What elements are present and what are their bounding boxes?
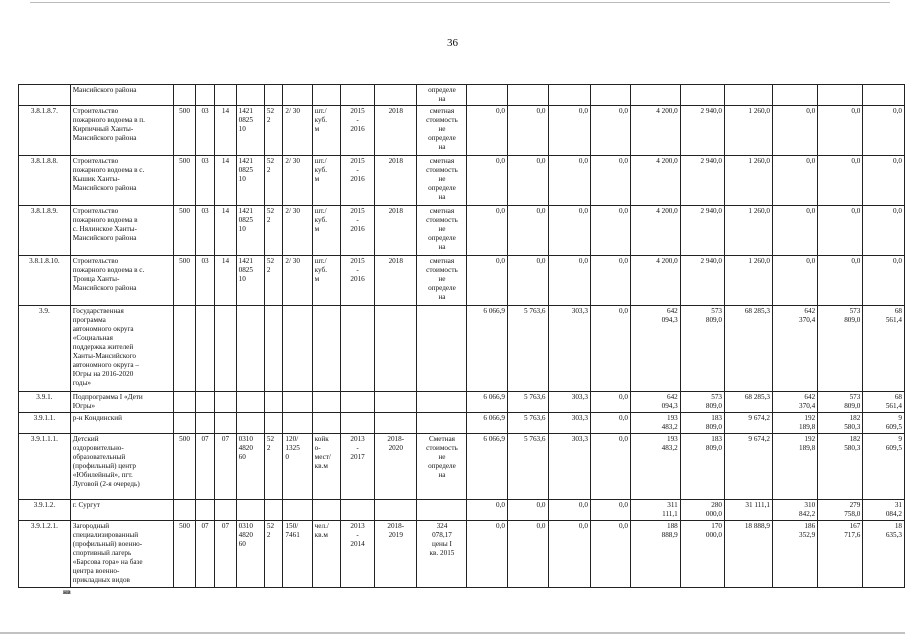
table-cell (195, 306, 214, 392)
table-cell: 2018- 2019 (375, 521, 417, 588)
table-cell (283, 392, 312, 413)
table-cell: 0,0 (548, 500, 590, 521)
table-cell: 9 609,5 (863, 413, 905, 434)
table-cell (417, 413, 467, 434)
table-cell: чел./ кв.м (312, 521, 340, 588)
table-cell: 07 (195, 434, 214, 500)
table-cell: 6 066,9 (467, 392, 508, 413)
table-cell: определе на (417, 85, 467, 106)
table-cell: 0,0 (548, 206, 590, 256)
table-cell (174, 85, 196, 106)
table-cell: 5 763,6 (507, 434, 548, 500)
table-cell: 0,0 (507, 106, 548, 156)
table-cell: 14 (215, 206, 236, 256)
table-cell: 3.8.1.8.8. (19, 156, 71, 206)
table-cell: 2015 - 2016 (341, 206, 375, 256)
table-cell: сметная стоимость не определе на (417, 206, 467, 256)
table-cell: 0,0 (467, 156, 508, 206)
table-cell: 0,0 (772, 156, 817, 206)
table-cell (417, 392, 467, 413)
table-cell (312, 413, 340, 434)
table-cell (507, 85, 548, 106)
table-cell (236, 500, 264, 521)
table-cell: 2013 - 2017 (341, 434, 375, 500)
table-cell: 1 260,0 (725, 256, 773, 306)
table-cell: 0310 4820 60 (236, 434, 264, 500)
table-cell: 0,0 (590, 306, 630, 392)
table-cell: 188 888,9 (630, 521, 680, 588)
table-cell: 0,0 (590, 392, 630, 413)
table-cell (174, 306, 196, 392)
table-cell: 9 609,5 (863, 434, 905, 500)
table-cell: 2/ 30 (283, 206, 312, 256)
table-cell: 0,0 (590, 156, 630, 206)
table-cell: 4 200,0 (630, 256, 680, 306)
table-cell (312, 392, 340, 413)
table-cell: 52 2 (264, 106, 283, 156)
table-cell: 0,0 (467, 521, 508, 588)
table-cell (236, 413, 264, 434)
table-cell: 4 200,0 (630, 156, 680, 206)
table-cell (264, 392, 283, 413)
table-cell: 9 674,2 (725, 413, 773, 434)
table-cell: 2015 - 2016 (341, 106, 375, 156)
table-cell (772, 85, 817, 106)
table-cell (174, 413, 196, 434)
table-cell: 0,0 (590, 206, 630, 256)
table-cell: 0,0 (467, 106, 508, 156)
table-cell (312, 306, 340, 392)
table-cell (417, 500, 467, 521)
table-cell (195, 500, 214, 521)
table-cell: 68 285,3 (725, 392, 773, 413)
table-cell: 4 200,0 (630, 206, 680, 256)
table-cell (375, 500, 417, 521)
table-cell (467, 85, 508, 106)
table-cell (375, 306, 417, 392)
table-cell: сметная стоимость не определе на (417, 156, 467, 206)
table-cell: 18 635,3 (863, 521, 905, 588)
table-cell: 193 483,2 (630, 434, 680, 500)
table-cell: Загородный специализированный (профильный) военно- спортивный лагерь «Барсова гора» на базе центра военно- прикладных видов (70, 521, 174, 588)
table-cell: 120/ 1325 0 (283, 434, 312, 500)
table-cell: 18 888,9 (725, 521, 773, 588)
table-cell: 183 809,0 (680, 434, 724, 500)
table-cell: 0,0 (818, 256, 863, 306)
table-cell: 0,0 (590, 434, 630, 500)
table-cell: 52 2 (264, 256, 283, 306)
table-cell: 1 260,0 (725, 106, 773, 156)
table-cell: 2018- 2020 (375, 434, 417, 500)
table-cell: Мансийского района (70, 85, 174, 106)
table-cell (863, 85, 905, 106)
table-cell: 3.9.1. (19, 392, 71, 413)
table-cell: 2013 - 2014 (341, 521, 375, 588)
table-cell: 2 940,0 (680, 206, 724, 256)
table-cell (264, 500, 283, 521)
table-cell: 31 111,1 (725, 500, 773, 521)
table-cell (215, 392, 236, 413)
table-cell: р-н Кондинский (70, 413, 174, 434)
table-cell: 4 200,0 (630, 106, 680, 156)
table-cell: 68 561,4 (863, 392, 905, 413)
table-cell: 279 758,0 (818, 500, 863, 521)
table-cell: 31 084,2 (863, 500, 905, 521)
table-cell: Строительство пожарного водоема в с. Кышик Ханты- Мансийского района (70, 156, 174, 206)
table-cell (312, 85, 340, 106)
table-cell: Детский оздоровительно- образовательный (профильный) центр «Юбилейный», пгт. Луговой (2-я очередь) (70, 434, 174, 500)
table-cell (19, 85, 71, 106)
table-row (19, 434, 905, 500)
table-cell (215, 85, 236, 106)
table-cell: 2015 - 2016 (341, 256, 375, 306)
table-cell (417, 306, 467, 392)
table-cell: 500 (174, 206, 196, 256)
table-cell: 573 809,0 (818, 306, 863, 392)
table-cell: 2/ 30 (283, 106, 312, 156)
table-cell (236, 392, 264, 413)
table-cell: 150/ 7461 (283, 521, 312, 588)
table-cell: 07 (215, 434, 236, 500)
table-cell: 0,0 (772, 106, 817, 156)
table-cell: 642 094,3 (630, 306, 680, 392)
table-cell: 500 (174, 156, 196, 206)
table-cell: Государственная программа автономного округа «Социальная поддержка жителей Ханты-Мансийского автономного округа – Югры на 2016-2020 годы» (70, 306, 174, 392)
table-cell (195, 85, 214, 106)
table-cell: 303,3 (548, 306, 590, 392)
table-cell: 2018 (375, 256, 417, 306)
table-cell: 14 (215, 106, 236, 156)
table-cell: 0,0 (548, 256, 590, 306)
table-cell: 14 (215, 156, 236, 206)
table-row (19, 413, 905, 434)
table-cell: шт./ куб. м (312, 156, 340, 206)
table-cell: 1421 0825 10 (236, 156, 264, 206)
table-cell: 186 352,9 (772, 521, 817, 588)
table-cell: 5 763,6 (507, 306, 548, 392)
table-cell: 0,0 (548, 106, 590, 156)
table-cell (341, 413, 375, 434)
table-cell: 3.9.1.2. (19, 500, 71, 521)
table-cell (264, 85, 283, 106)
table-cell (283, 306, 312, 392)
table-cell: 324 078,17 цены I кв. 2015 (417, 521, 467, 588)
table-cell: 1421 0825 10 (236, 256, 264, 306)
table-cell: шт./ куб. м (312, 106, 340, 156)
table-cell: 303,3 (548, 392, 590, 413)
footer-mark: нв (63, 588, 71, 596)
table-cell (818, 85, 863, 106)
table-cell (548, 85, 590, 106)
table-cell: 0,0 (590, 500, 630, 521)
table-cell: 2018 (375, 206, 417, 256)
table-cell: 52 2 (264, 156, 283, 206)
table-cell: 642 370,4 (772, 392, 817, 413)
table-cell: 573 809,0 (818, 392, 863, 413)
table-cell: 6 066,9 (467, 434, 508, 500)
table-row (19, 256, 905, 306)
table-cell: Строительство пожарного водоема в п. Кирпичный Ханты- Мансийского района (70, 106, 174, 156)
table-cell: 192 189,8 (772, 434, 817, 500)
table-cell: 167 717,6 (818, 521, 863, 588)
table-cell: 0,0 (863, 256, 905, 306)
table-cell: 03 (195, 206, 214, 256)
table-cell: 280 000,0 (680, 500, 724, 521)
table-cell: 2018 (375, 106, 417, 156)
table-cell (630, 85, 680, 106)
scan-top-edge (30, 2, 890, 3)
table-cell: 0,0 (548, 156, 590, 206)
table-cell: 1421 0825 10 (236, 206, 264, 256)
table-cell: 193 483,2 (630, 413, 680, 434)
scan-bottom-edge (0, 632, 905, 634)
table-cell: 573 809,0 (680, 306, 724, 392)
table-cell: 5 763,6 (507, 392, 548, 413)
table-cell: 0,0 (507, 156, 548, 206)
table-cell: 68 561,4 (863, 306, 905, 392)
table-cell: 0,0 (818, 206, 863, 256)
table-cell: 6 066,9 (467, 413, 508, 434)
table-cell: 183 809,0 (680, 413, 724, 434)
table-cell (375, 85, 417, 106)
table-cell: койк о- мест/ кв.м (312, 434, 340, 500)
table-cell: 2 940,0 (680, 156, 724, 206)
table-cell: Подпрограмма I «Дети Югры» (70, 392, 174, 413)
table-cell: 3.8.1.8.7. (19, 106, 71, 156)
table-cell: 2/ 30 (283, 256, 312, 306)
table-cell: 68 285,3 (725, 306, 773, 392)
table-cell: 0310 4820 60 (236, 521, 264, 588)
table-cell (195, 413, 214, 434)
table-cell: 2 940,0 (680, 256, 724, 306)
table-cell (215, 500, 236, 521)
table-cell: шт./ куб. м (312, 206, 340, 256)
table-cell: сметная стоимость не определе на (417, 256, 467, 306)
table-cell: 03 (195, 256, 214, 306)
table-cell: 500 (174, 434, 196, 500)
table-cell: 03 (195, 106, 214, 156)
table-cell (341, 306, 375, 392)
table-cell: 9 674,2 (725, 434, 773, 500)
table-cell (283, 500, 312, 521)
table-cell: 1 260,0 (725, 206, 773, 256)
table-row (19, 85, 905, 106)
table-cell (236, 85, 264, 106)
table-cell (312, 500, 340, 521)
table-cell: 0,0 (863, 156, 905, 206)
table-cell: 3.9.1.2.1. (19, 521, 71, 588)
table-cell: 0,0 (818, 156, 863, 206)
table-cell: 192 189,8 (772, 413, 817, 434)
table-cell: 14 (215, 256, 236, 306)
table-row (19, 500, 905, 521)
table-cell: 303,3 (548, 413, 590, 434)
table-cell: 500 (174, 256, 196, 306)
table-cell: 52 2 (264, 434, 283, 500)
table-cell: 0,0 (467, 500, 508, 521)
table-row (19, 392, 905, 413)
table-cell: 642 094,3 (630, 392, 680, 413)
table-cell: 3.9. (19, 306, 71, 392)
table-cell: 311 111,1 (630, 500, 680, 521)
table-cell: 0,0 (467, 256, 508, 306)
table-row (19, 306, 905, 392)
table-cell (680, 85, 724, 106)
table-cell: 1421 0825 10 (236, 106, 264, 156)
table-cell: 52 2 (264, 521, 283, 588)
table-cell: 0,0 (590, 106, 630, 156)
table-cell: 182 580,3 (818, 413, 863, 434)
table-cell: Строительство пожарного водоема в с. Нялинское Ханты- Мансийского района (70, 206, 174, 256)
table-cell (264, 413, 283, 434)
table-row (19, 156, 905, 206)
table-cell (264, 306, 283, 392)
table-cell (195, 392, 214, 413)
table-cell (341, 500, 375, 521)
table-cell: 5 763,6 (507, 413, 548, 434)
table-cell: 3.9.1.1.1. (19, 434, 71, 500)
table-cell (215, 413, 236, 434)
table-cell: 0,0 (467, 206, 508, 256)
table-cell: 500 (174, 106, 196, 156)
table-cell (341, 85, 375, 106)
table-cell: 0,0 (863, 106, 905, 156)
table-cell: 0,0 (818, 106, 863, 156)
table-cell: 3.9.1.1. (19, 413, 71, 434)
table-cell: 573 809,0 (680, 392, 724, 413)
table-cell: 0,0 (863, 206, 905, 256)
table-cell: 500 (174, 521, 196, 588)
table-cell: 303,3 (548, 434, 590, 500)
table-cell: 0,0 (590, 413, 630, 434)
table-cell (590, 85, 630, 106)
table-row (19, 106, 905, 156)
table-cell: 0,0 (507, 256, 548, 306)
table-cell: 1 260,0 (725, 156, 773, 206)
table-cell: 2/ 30 (283, 156, 312, 206)
program-table (18, 84, 905, 588)
table-cell (215, 306, 236, 392)
table-cell: 0,0 (507, 521, 548, 588)
table-cell: 182 580,3 (818, 434, 863, 500)
table-cell: 0,0 (548, 521, 590, 588)
table-cell: 3.8.1.8.10. (19, 256, 71, 306)
table-cell: шт./ куб. м (312, 256, 340, 306)
table-cell: 0,0 (772, 206, 817, 256)
table-row (19, 206, 905, 256)
table-row (19, 521, 905, 588)
table-cell: 0,0 (507, 206, 548, 256)
table-cell: 0,0 (590, 256, 630, 306)
table-cell: сметная стоимость не определе на (417, 106, 467, 156)
table-cell (283, 413, 312, 434)
table-cell: 07 (215, 521, 236, 588)
table-cell: 07 (195, 521, 214, 588)
table-cell (341, 392, 375, 413)
table-cell: 03 (195, 156, 214, 206)
table-cell: 170 000,0 (680, 521, 724, 588)
table-cell: 52 2 (264, 206, 283, 256)
table-cell (725, 85, 773, 106)
table-cell (375, 392, 417, 413)
table-cell (375, 413, 417, 434)
table-cell: 0,0 (507, 500, 548, 521)
table-cell: Сметная стоимость не определе на (417, 434, 467, 500)
table-cell: 0,0 (772, 256, 817, 306)
table-cell (236, 306, 264, 392)
table-cell: 310 842,2 (772, 500, 817, 521)
table-cell: 3.8.1.8.9. (19, 206, 71, 256)
table-cell: 6 066,9 (467, 306, 508, 392)
table-cell: г. Сургут (70, 500, 174, 521)
table-cell: Строительство пожарного водоема в с. Троица Ханты- Мансийского района (70, 256, 174, 306)
table-cell: 2 940,0 (680, 106, 724, 156)
table-cell: 642 370,4 (772, 306, 817, 392)
table-cell: 2018 (375, 156, 417, 206)
table-cell: 0,0 (590, 521, 630, 588)
table-cell (174, 500, 196, 521)
table-cell: 2015 - 2016 (341, 156, 375, 206)
table-cell (283, 85, 312, 106)
page-number: 36 (447, 37, 458, 49)
table-cell (174, 392, 196, 413)
